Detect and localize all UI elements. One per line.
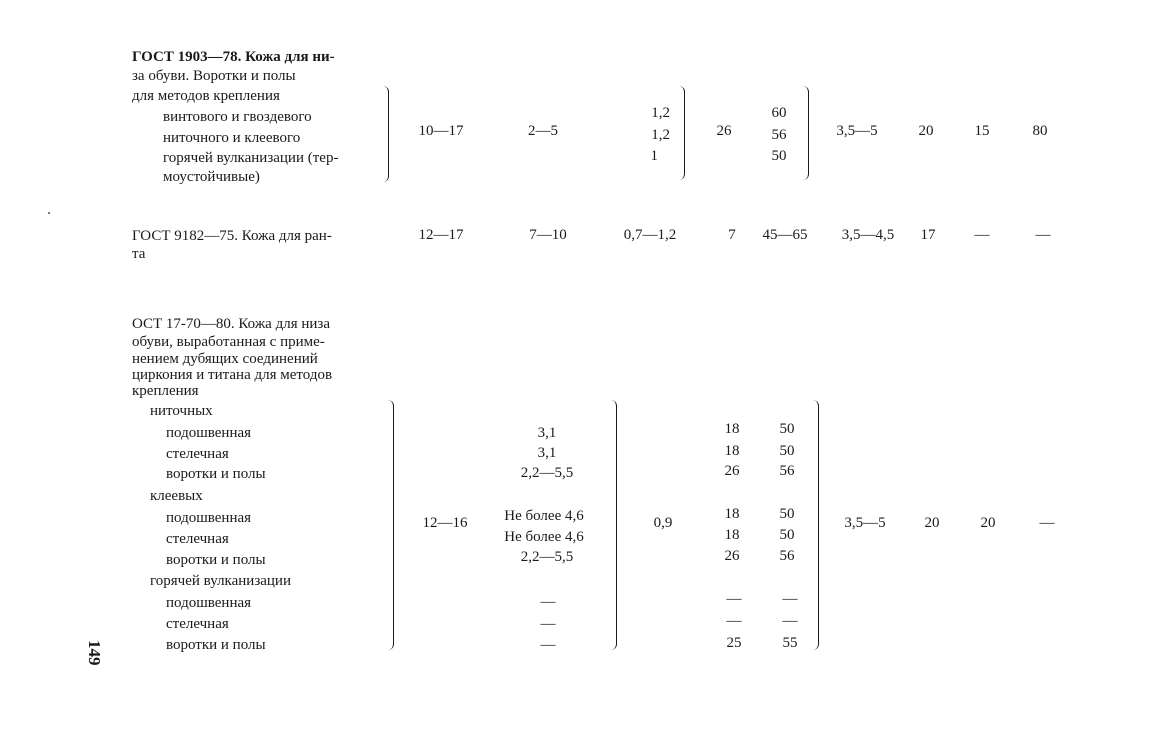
block2-col9: — (1035, 227, 1051, 243)
block2-title-line-2: та (132, 246, 146, 262)
g2-r2-col4: 18 (724, 527, 740, 543)
g1-r2-col2: 3,1 (537, 445, 557, 461)
block3-title-line-4: циркония и титана для методов (132, 367, 333, 383)
block1-col2: 2—5 (528, 123, 558, 139)
block3-col1: 12—16 (422, 515, 468, 531)
g3-r2-col5: — (782, 613, 798, 629)
group-1-row-3-label: воротки и полы (166, 466, 266, 482)
g1-r2-col4: 18 (724, 443, 740, 459)
block1-title-line-2: за обуви. Воротки и полы (132, 68, 296, 84)
g3-r3-col4: 25 (726, 635, 742, 651)
g2-r1-col5: 50 (779, 506, 795, 522)
block3-brace-3 (810, 400, 819, 650)
block2-col1: 12—17 (418, 227, 464, 243)
g1-r1-col2: 3,1 (537, 425, 557, 441)
g2-r3-col5: 56 (779, 548, 795, 564)
block1-col5-row2: 56 (771, 127, 787, 143)
block1-brace-1 (380, 86, 389, 182)
g3-r2-col4: — (726, 613, 742, 629)
g2-r1-col2: Не более 4,6 (504, 508, 584, 524)
block2-title-line-1: ГОСТ 9182—75. Кожа для ран- (132, 228, 332, 244)
block3-title-line-2: обуви, выработанная с приме- (132, 334, 325, 350)
group-2-name: клеевых (150, 488, 203, 504)
block1-col9: 80 (1032, 123, 1048, 139)
block1-title-line-3: для методов крепления (132, 88, 280, 104)
g1-r1-col5: 50 (779, 421, 795, 437)
g1-r3-col4: 26 (724, 463, 740, 479)
block3-brace-2 (608, 400, 617, 650)
block3-col8: 20 (980, 515, 996, 531)
block3-col9: — (1039, 515, 1055, 531)
block2-col8: — (974, 227, 990, 243)
g3-r1-col4: — (726, 591, 742, 607)
g2-r1-col4: 18 (724, 506, 740, 522)
block3-col3: 0,9 (653, 515, 673, 531)
group-3-row-3-label: воротки и полы (166, 637, 266, 653)
block1-col5-row3: 50 (771, 148, 787, 164)
scan-speck (48, 212, 50, 214)
group-1-name: ниточных (150, 403, 213, 419)
block2-col2: 7—10 (529, 227, 567, 243)
g3-r2-col2: — (540, 616, 556, 632)
g3-r3-col2: — (540, 637, 556, 653)
g1-r3-col5: 56 (779, 463, 795, 479)
block3-title-line-3: нением дубящих соединений (132, 351, 318, 367)
group-2-row-1-label: подошвенная (166, 510, 252, 526)
block3-title-line-1: ОСТ 17-70—80. Кожа для низа (132, 316, 330, 332)
block1-sub-line-4: моустойчивые) (163, 169, 260, 185)
block1-col7: 20 (918, 123, 934, 139)
block2-col4: 7 (728, 227, 736, 243)
group-1-row-2-label: стелечная (166, 446, 229, 462)
block3-col6: 3,5—5 (844, 515, 886, 531)
block1-brace-3 (800, 86, 809, 180)
g3-r1-col2: — (540, 594, 556, 610)
g2-r3-col2: 2,2—5,5 (520, 549, 574, 565)
g1-r1-col4: 18 (724, 421, 740, 437)
group-3-name: горячей вулканизации (150, 573, 291, 589)
block1-col4: 26 (716, 123, 732, 139)
block2-col3: 0,7—1,2 (623, 227, 677, 243)
group-2-row-2-label: стелечная (166, 531, 229, 547)
block1-sub-line-3: горячей вулканизации (тер- (163, 150, 339, 166)
group-3-row-1-label: подошвенная (166, 595, 252, 611)
group-3-row-2-label: стелечная (166, 616, 229, 632)
g3-r1-col5: — (782, 591, 798, 607)
group-2-row-3-label: воротки и полы (166, 552, 266, 568)
block2-col7: 17 (920, 227, 936, 243)
block2-col5: 45—65 (762, 227, 808, 243)
block1-col3-row1: 1,2 (651, 105, 670, 121)
block2-col6: 3,5—4,5 (841, 227, 895, 243)
group-1-row-1-label: подошвенная (166, 425, 252, 441)
g2-r2-col5: 50 (779, 527, 795, 543)
g2-r2-col2: Не более 4,6 (504, 529, 584, 545)
block1-col1: 10—17 (418, 123, 464, 139)
block3-col7: 20 (924, 515, 940, 531)
block1-brace-2 (676, 86, 685, 180)
block3-title-line-5: крепления (132, 383, 199, 399)
block1-col8: 15 (974, 123, 990, 139)
block1-sub-line-1: винтового и гвоздевого (163, 109, 312, 125)
g2-r3-col4: 26 (724, 548, 740, 564)
block1-sub-line-2: ниточного и клеевого (163, 130, 301, 146)
page-number: 149 (85, 640, 104, 666)
g1-r3-col2: 2,2—5,5 (520, 465, 574, 481)
block3-brace-1 (385, 400, 394, 650)
block1-col3-row3: 1 (650, 148, 658, 164)
block1-col6: 3,5—5 (836, 123, 878, 139)
g3-r3-col5: 55 (782, 635, 798, 651)
block1-title-line-1: ГОСТ 1903—78. Кожа для ни- (132, 49, 335, 65)
block1-col5-row1: 60 (771, 105, 787, 121)
g1-r2-col5: 50 (779, 443, 795, 459)
block1-col3-row2: 1,2 (651, 127, 670, 143)
